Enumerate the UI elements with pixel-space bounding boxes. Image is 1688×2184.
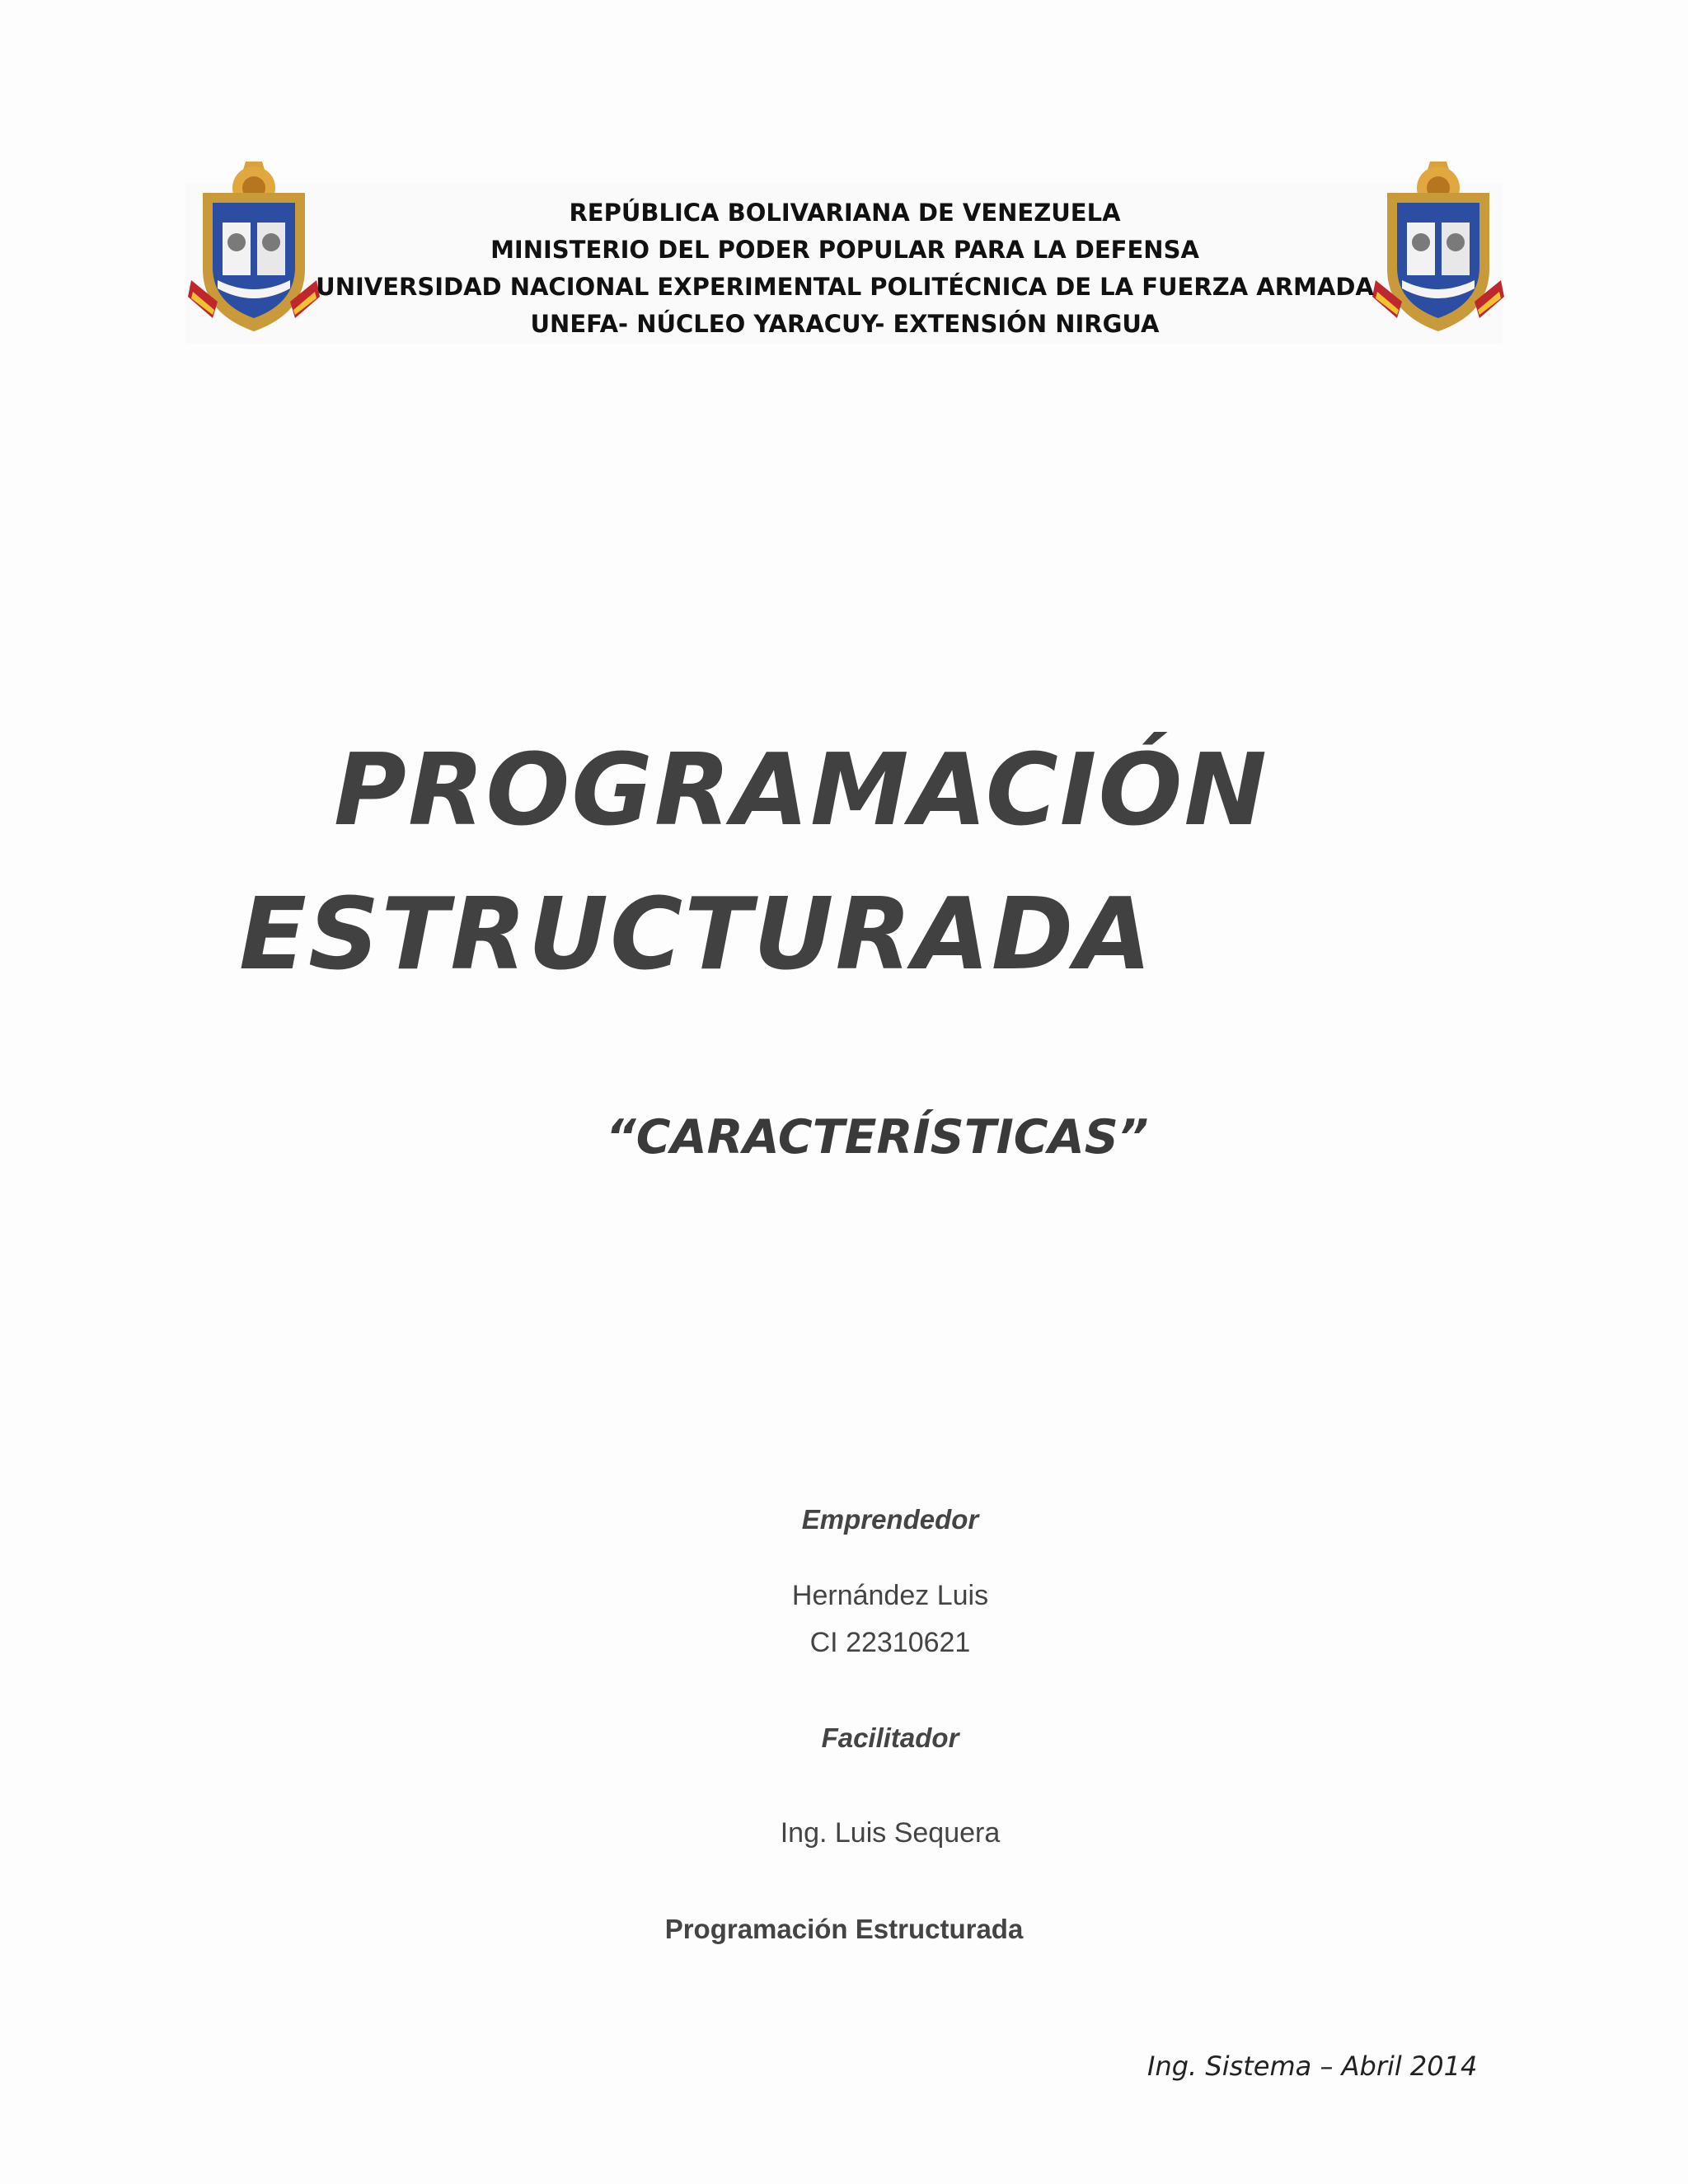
- header-line-campus: UNEFA- NÚCLEO YARACUY- EXTENSIÓN NIRGUA: [530, 310, 1160, 338]
- student-id: CI 22310621: [809, 1627, 971, 1658]
- header-line-republic: REPÚBLICA BOLIVARIANA DE VENEZUELA: [569, 199, 1121, 227]
- emprendedor-label: Emprendedor: [801, 1504, 979, 1535]
- document-subtitle: “CARACTERÍSTICAS”: [606, 1110, 1149, 1165]
- course-name: Programación Estructurada: [664, 1914, 1024, 1944]
- facilitator-name: Ing. Luis Sequera: [780, 1817, 1001, 1849]
- facilitador-label: Facilitador: [821, 1722, 959, 1753]
- student-name: Hernández Luis: [791, 1580, 989, 1611]
- header-line-university: UNIVERSIDAD NACIONAL EXPERIMENTAL POLITÉCNICA DE LA FUERZA ARMADA: [316, 273, 1374, 301]
- footer-date: Ing. Sistema – Abril 2014: [1147, 2050, 1478, 2082]
- header-line-ministry: MINISTERIO DEL PODER POPULAR PARA LA DEFENSA: [490, 236, 1199, 264]
- institution-header: [272, 194, 1418, 343]
- document-title-line1: PROGRAMACIÓN: [334, 733, 1268, 848]
- document-title-line2: ESTRUCTURADA: [239, 878, 1154, 992]
